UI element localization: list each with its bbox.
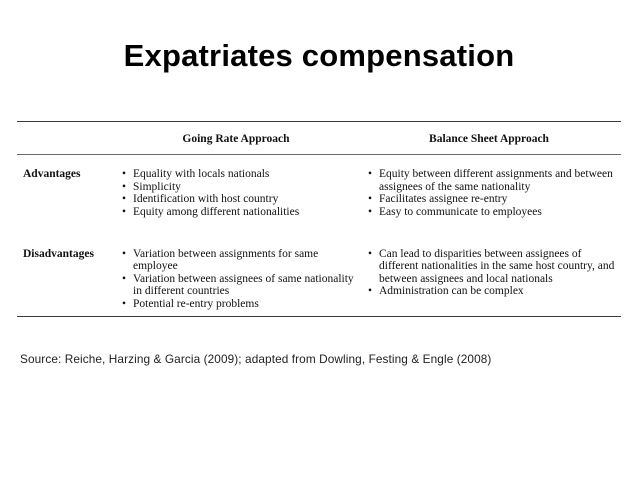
disadvantages-going-rate-cell (115, 236, 357, 316)
disadvantages-row (17, 236, 621, 316)
list-item: • Identification with host country (122, 193, 357, 205)
list-item: • Variation between assignments for same employee (122, 248, 357, 273)
header-balance-sheet: Balance Sheet Approach (429, 133, 549, 145)
list-item: • Variation between assignees of same nationality in different countries (122, 273, 357, 298)
comparison-grid (17, 122, 621, 154)
list-item: • Can lead to disparities between assignees of different nationalities in the same host country, and between assignees and local nationals (368, 248, 621, 285)
list-item: • Simplicity (122, 181, 357, 193)
header-going-rate: Going Rate Approach (182, 133, 290, 145)
list-item: • Equity among different nationalities (122, 206, 357, 218)
disadvantages-label: Disadvantages (23, 248, 94, 261)
list-item: • Potential re-entry problems (122, 298, 357, 310)
table-bottom-rule (17, 316, 621, 317)
disadvantages-balance-sheet-cell (357, 236, 621, 316)
advantages-label: Advantages (23, 168, 81, 181)
advantages-going-rate-cell (115, 155, 357, 236)
list-item: • Administration can be complex (368, 285, 621, 297)
slide-title: Expatriates compensation (123, 38, 515, 73)
comparison-table (17, 121, 621, 317)
list-item: • Facilitates assignee re-entry (368, 193, 621, 205)
list-item: • Equality with locals nationals (122, 168, 357, 180)
list-item: • Easy to communicate to employees (368, 206, 621, 218)
source-citation: Source: Reiche, Harzing & Garcia (2009); adapted from Dowling, Festing & Engle (2008) (20, 352, 492, 366)
list-item: • Equity between different assignments and between assignees of the same nationality (368, 168, 621, 193)
header-empty-cell (17, 122, 115, 154)
advantages-balance-sheet-cell (357, 155, 621, 236)
comparison-body (17, 155, 621, 316)
advantages-row (17, 155, 621, 236)
header-row (17, 122, 621, 154)
